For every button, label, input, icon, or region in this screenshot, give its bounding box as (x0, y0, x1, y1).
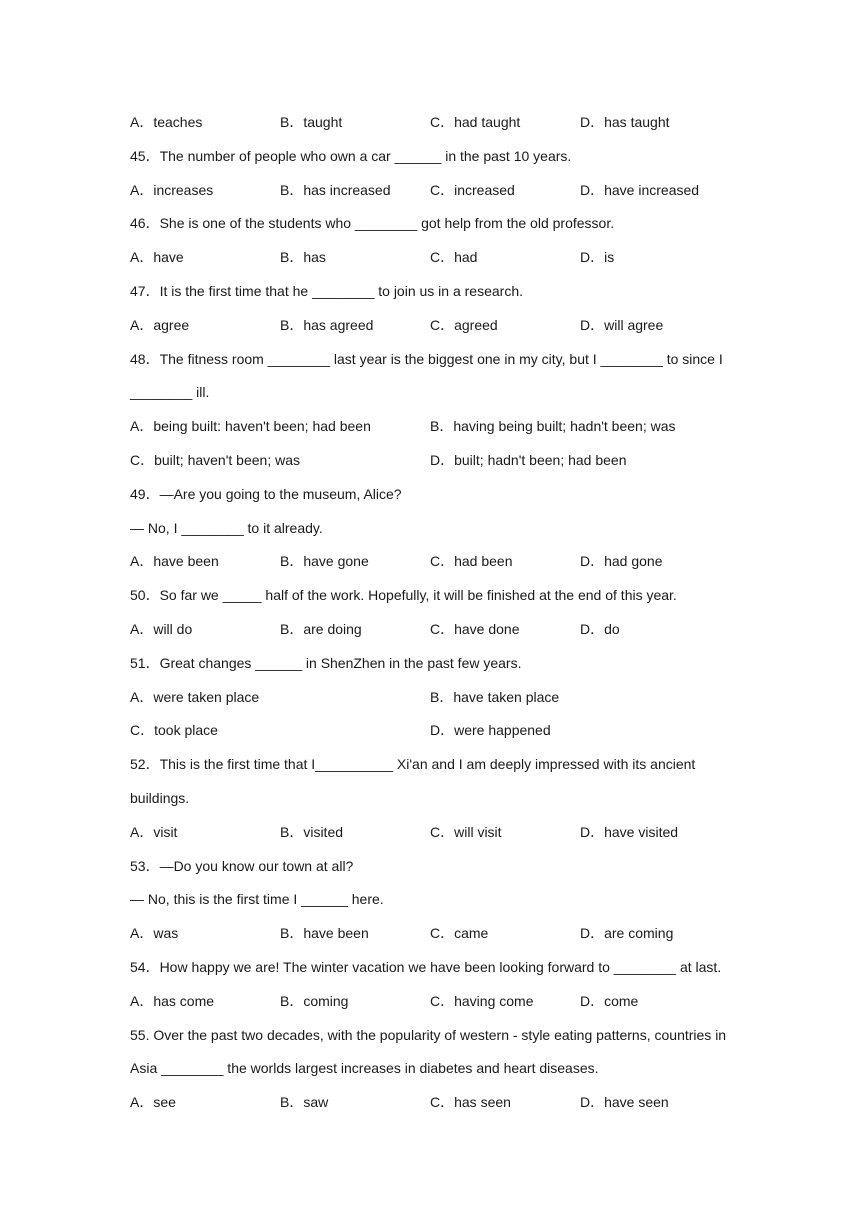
answer-option: B．taught (280, 114, 343, 130)
question-text-line: 52．This is the first time that I__________ Xi'an and I am deeply impressed with its ancient (130, 756, 696, 773)
answer-option: C．increased (430, 181, 515, 198)
question-text-line: 48．The fitness room ________ last year is the biggest one in my city, but I ________ to since I (130, 350, 723, 367)
answer-option: C．has seen (430, 1094, 511, 1111)
answer-option: C．having come (430, 992, 534, 1009)
question-text-line: 53．—Do you know our town at all? (130, 857, 354, 874)
question-text-line: 47．It is the first time that he ________ to join us in a research. (130, 283, 523, 299)
answer-option: B．has increased (280, 181, 391, 198)
answer-option: D．come (580, 992, 639, 1009)
answer-option: C．had (430, 249, 478, 266)
answer-option: A．see (130, 1094, 176, 1111)
answer-option: C．agreed (430, 316, 498, 333)
question-text-line: 46．She is one of the students who ________ got help from the old professor. (130, 215, 615, 232)
answer-option: C．had taught (430, 114, 521, 130)
answer-option: D．have visited (580, 823, 679, 840)
question-text-line: 51．Great changes ______ in ShenZhen in the past few years. (130, 654, 522, 671)
answer-option: D．are coming (580, 925, 674, 942)
question-text-line: 50．So far we _____ half of the work. Hopefully, it will be finished at the end of this year. (130, 587, 677, 604)
answer-option: D．has taught (580, 114, 670, 130)
answer-option: A．being built: haven't been; had been (130, 418, 371, 435)
answer-option: A．have been (130, 553, 219, 570)
answer-option: C．will visit (430, 823, 502, 840)
question-text-line: Asia ________ the worlds largest increases in diabetes and heart diseases. (130, 1060, 599, 1077)
question-text-line: 49．—Are you going to the museum, Alice? (130, 485, 402, 502)
question-text-line: 55. Over the past two decades, with the popularity of western - style eating patterns, countries in (130, 1026, 727, 1043)
answer-option: A．was (130, 925, 179, 942)
answer-option: B．have been (280, 925, 369, 942)
answer-option: D．do (580, 621, 620, 637)
answer-option: D．is (580, 249, 615, 266)
answer-option: C．have done (430, 621, 520, 637)
answer-option: D．had gone (580, 553, 663, 570)
answer-option: B．has agreed (280, 316, 374, 333)
answer-option: D．have seen (580, 1094, 669, 1111)
answer-option: A．agree (130, 316, 190, 333)
answer-option: D．have increased (580, 181, 700, 198)
question-text-line: — No, this is the first time I ______ here. (130, 891, 384, 908)
answer-option: B．have taken place (430, 688, 560, 705)
answer-option: B．has (280, 249, 326, 266)
answer-option: D．built; hadn't been; had been (430, 452, 627, 468)
answer-option: A．will do (130, 621, 193, 637)
answer-option: A．have (130, 249, 184, 266)
answer-option: B．have gone (280, 553, 369, 570)
answer-option: C．had been (430, 553, 513, 570)
answer-option: B．coming (280, 992, 349, 1009)
answer-option: A．teaches (130, 114, 203, 130)
answer-option: B．are doing (280, 621, 362, 637)
answer-option: A．were taken place (130, 688, 260, 705)
answer-option: A．visit (130, 823, 178, 840)
answer-option: A．has come (130, 992, 215, 1009)
question-text-line: 45．The number of people who own a car ______ in the past 10 years. (130, 147, 572, 164)
answer-option: B．visited (280, 823, 344, 840)
answer-option: B．saw (280, 1094, 329, 1111)
question-text-line: buildings. (130, 790, 190, 806)
answer-option: D．will agree (580, 316, 664, 333)
question-text-line: — No, I ________ to it already. (130, 519, 323, 536)
answer-option: B．having being built; hadn't been; was (430, 418, 676, 435)
answer-option: D．were happened (430, 722, 551, 739)
answer-option: A．increases (130, 181, 214, 198)
answer-option: C．built; haven't been; was (130, 452, 300, 468)
answer-option: C．came (430, 925, 489, 942)
answer-option: C．took place (130, 722, 218, 739)
question-text-line: 54．How happy we are! The winter vacation we have been looking forward to ________ at last. (130, 959, 722, 975)
question-text-line: ________ ill. (130, 384, 210, 401)
